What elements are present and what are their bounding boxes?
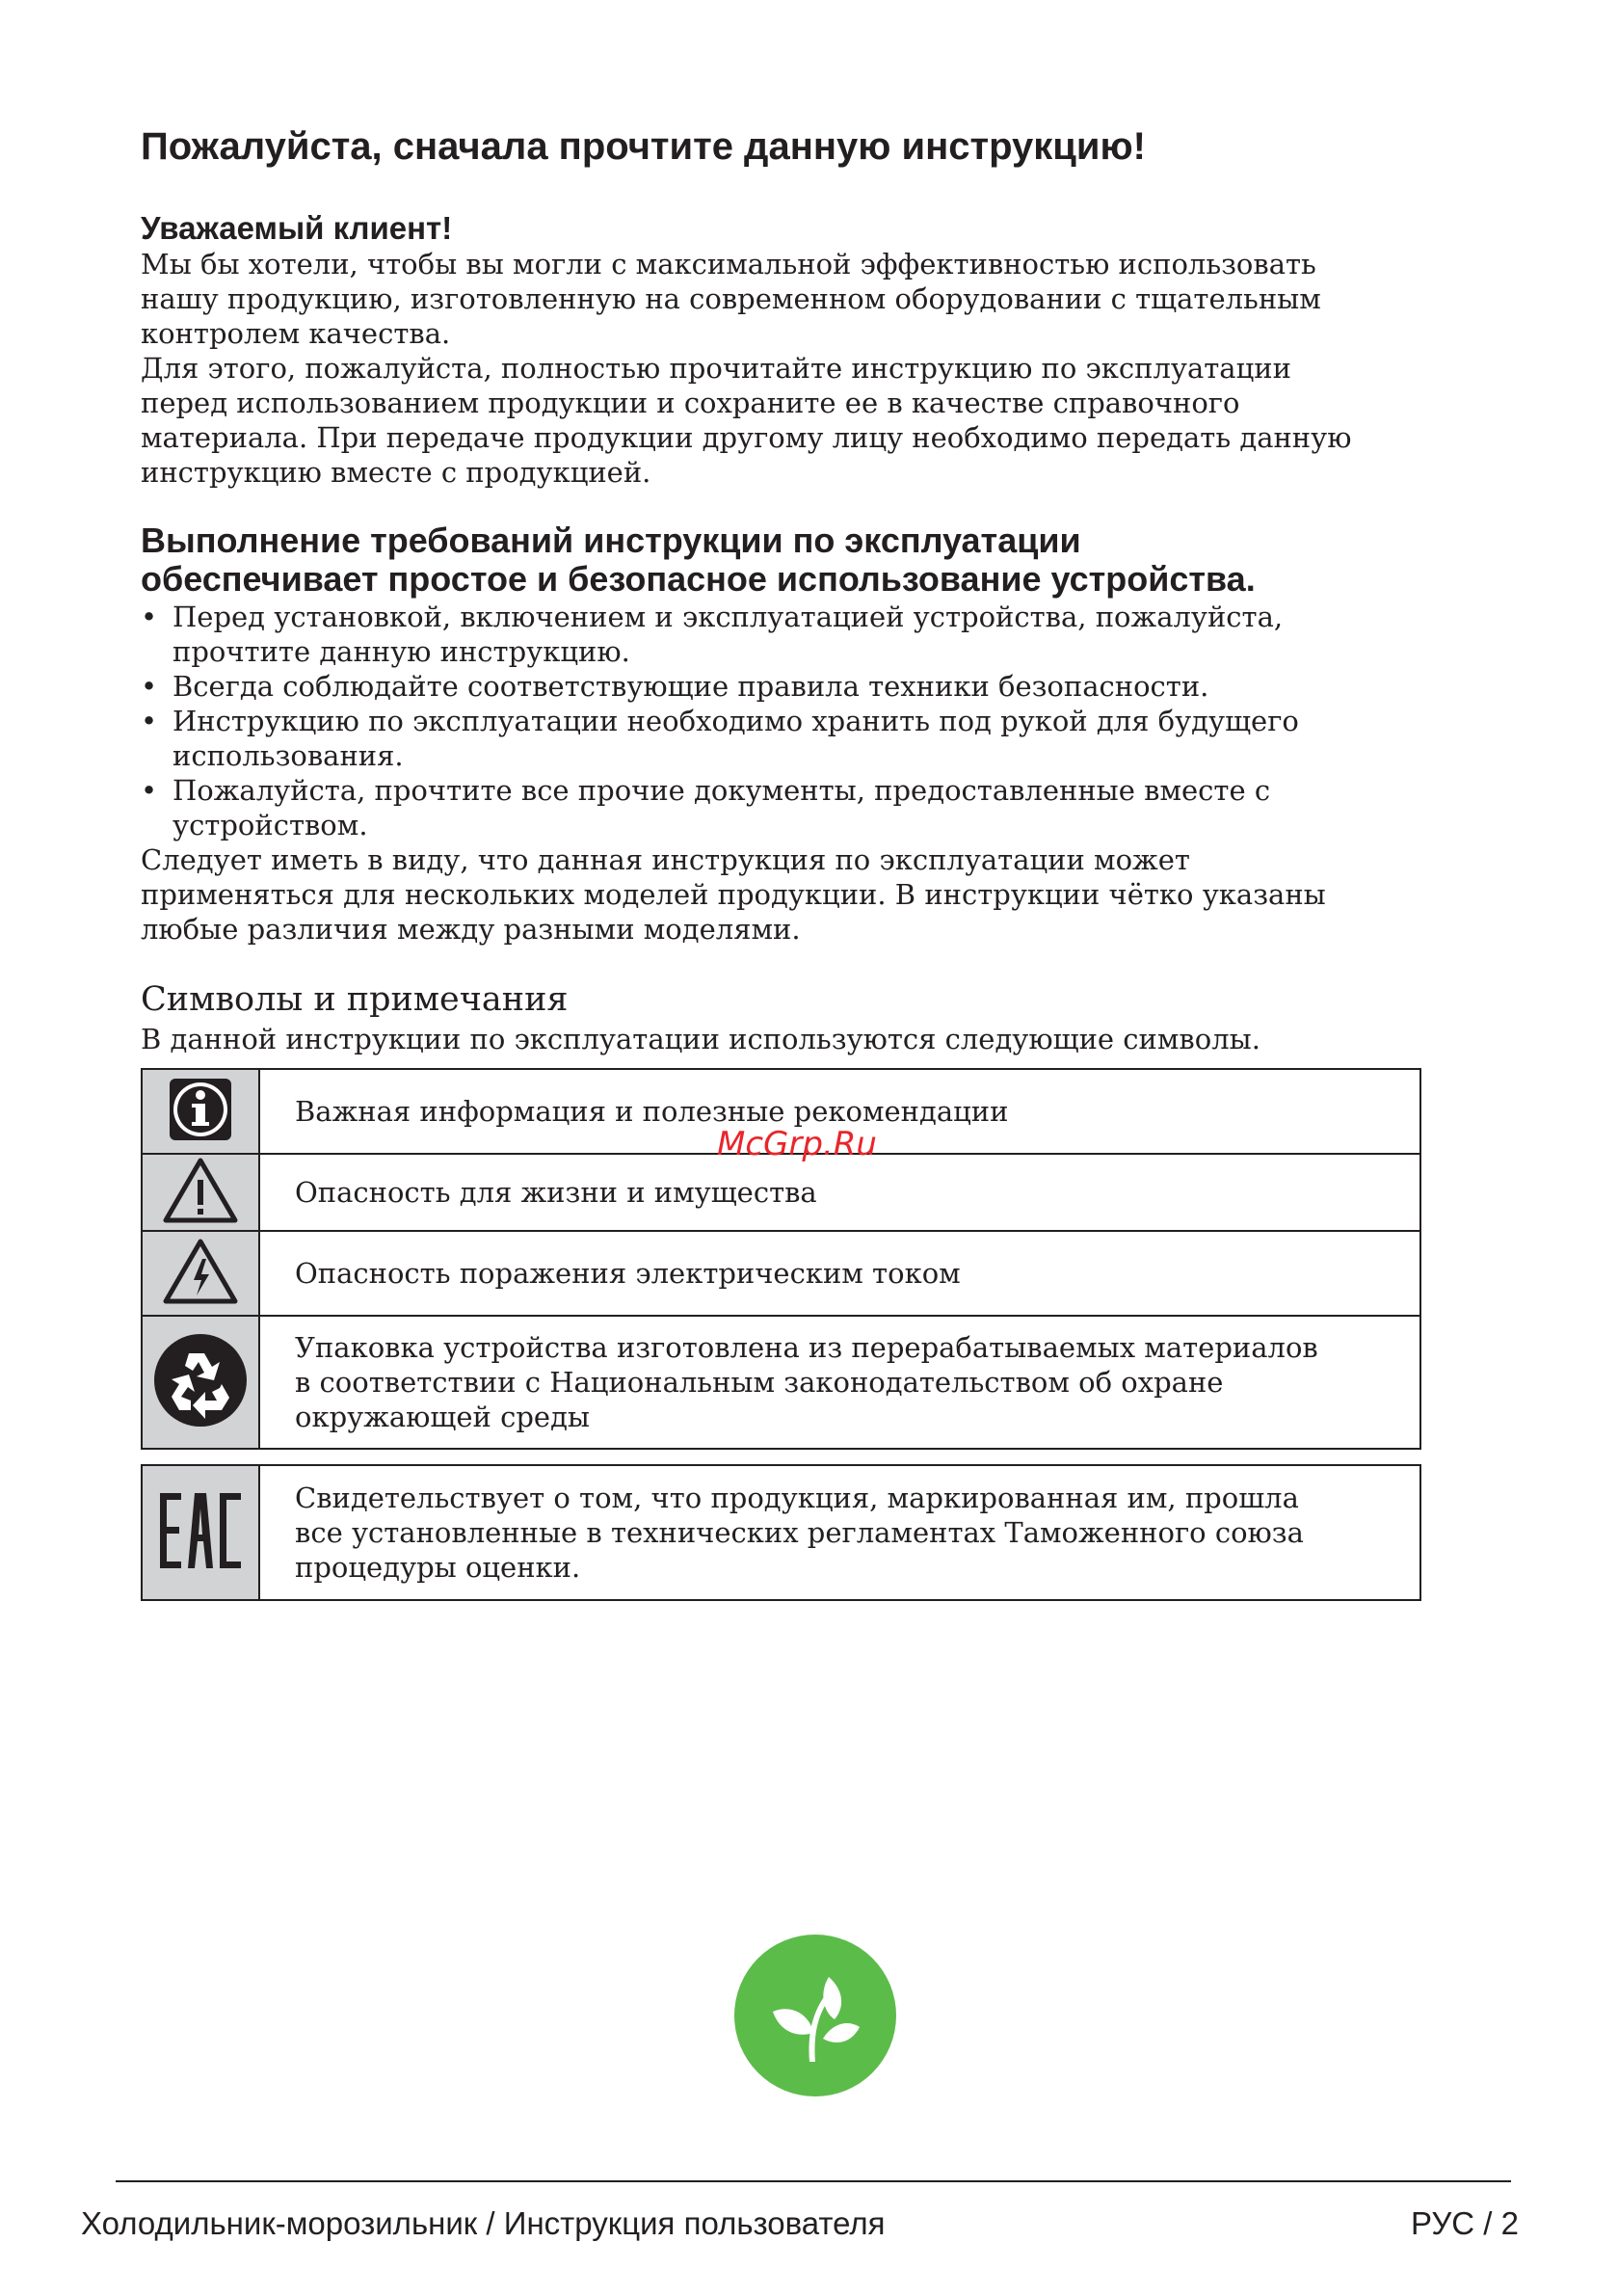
leaf-eco-icon xyxy=(734,1935,896,2096)
table-row: Опасность поражения электрическим током xyxy=(142,1231,1420,1316)
list-item: • Перед установкой, включением и эксплуатацией устройства, пожалуйста, прочтите данную инструкцию. xyxy=(141,601,1284,668)
symbols-intro: В данной инструкции по эксплуатации используются следующие символы. xyxy=(141,1023,1260,1055)
table-row: Упаковка устройства изготовлена из перерабатываемых материалов в соответствии с Национальным законодательством об охране окружающей среды xyxy=(142,1316,1420,1449)
warning-icon xyxy=(162,1157,239,1224)
table-row: Важная информация и полезные рекомендации xyxy=(142,1069,1420,1154)
models-note: Следует иметь в виду, что данная инструкция по эксплуатации может применяться для нескольких моделей продукции. В инструкции чётко указаны любые различия между разными моделями. xyxy=(141,843,1326,946)
eac-mark-icon xyxy=(158,1491,243,1570)
watermark-text: McGrp.Ru xyxy=(717,1125,877,1163)
table-row: Опасность для жизни и имущества xyxy=(142,1154,1420,1231)
greeting-paragraph: Мы бы хотели, чтобы вы могли с максимальной эффективностью использовать нашу продукцию, изготовленную на современном оборудовании с тщательным контролем качества. Для этого, пожалуйста, полностью прочитайте инструкцию по эксплуатации перед использованием продукции и сохраните ее в качестве справочного материала. При передаче продукции другому лицу необходимо передать данную инструкцию вместе с продукцией. xyxy=(141,248,1352,489)
compliance-heading: Выполнение требований инструкции по эксплуатации обеспечивает простое и безопасное использование устройства. xyxy=(141,521,1256,599)
compliance-bullet-list xyxy=(141,600,1299,842)
list-item: • Всегда соблюдайте соответствующие правила техники безопасности. xyxy=(141,670,1209,703)
electric-shock-icon xyxy=(162,1238,239,1305)
table-row: Свидетельствует о том, что продукция, маркированная им, прошла все установленные в технических регламентах Таможенного союза процедуры оценки. xyxy=(142,1465,1420,1600)
info-icon xyxy=(169,1078,232,1141)
footer-divider xyxy=(116,2180,1511,2182)
symbols-heading: Символы и примечания xyxy=(141,980,569,1019)
list-item: • Инструкцию по эксплуатации необходимо хранить под рукой для будущего использования. xyxy=(141,705,1299,772)
list-item: • Пожалуйста, прочтите все прочие документы, предоставленные вместе с устройством. xyxy=(141,774,1271,841)
greeting-heading: Уважаемый клиент! xyxy=(141,210,453,246)
footer-document-title: Холодильник-морозильник / Инструкция пользователя xyxy=(81,2205,886,2241)
recycle-icon xyxy=(152,1332,249,1428)
page-number: РУС / 2 xyxy=(1411,2205,1519,2241)
page-title: Пожалуйста, сначала прочтите данную инструкцию! xyxy=(141,125,1146,168)
eac-table xyxy=(141,1464,1421,1601)
